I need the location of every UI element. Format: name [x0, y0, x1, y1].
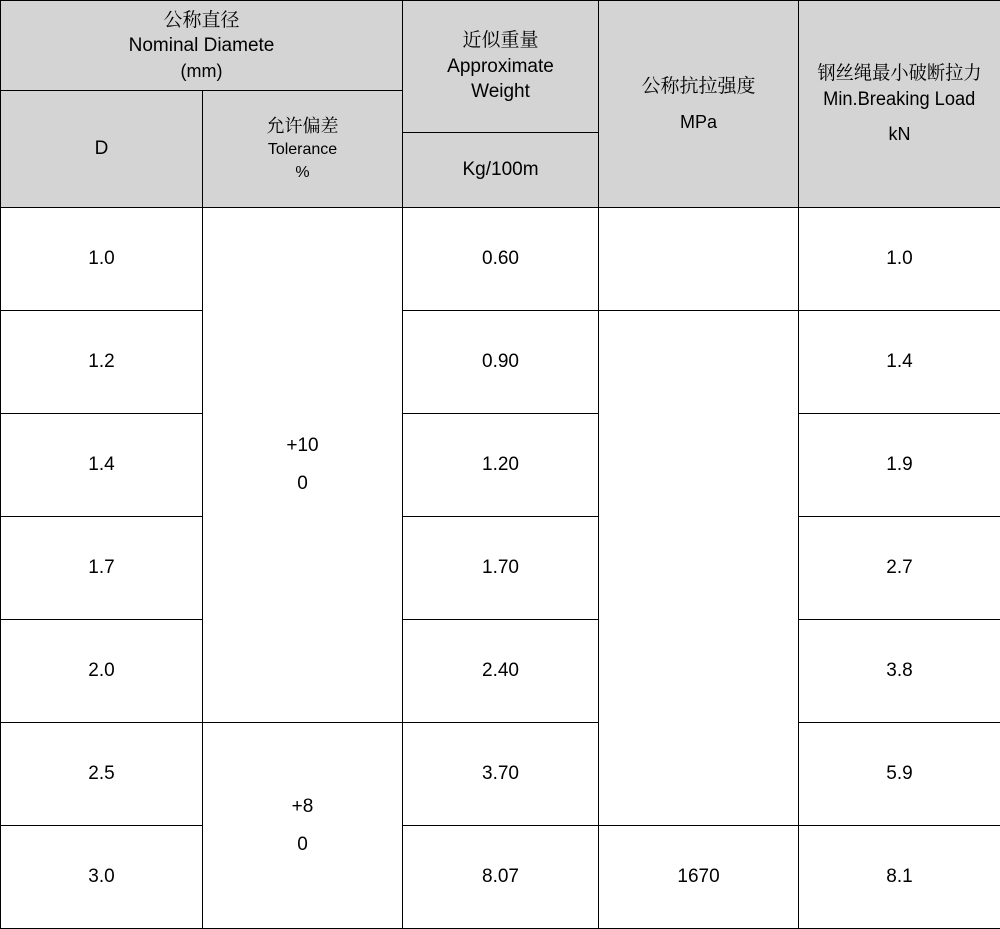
- cell-weight: 3.70: [403, 723, 599, 826]
- cell-breaking-load: 8.1: [799, 826, 1000, 929]
- table-row: [1, 208, 1000, 311]
- cell-breaking-load: 3.8: [799, 620, 1000, 723]
- table-row: [1, 826, 1000, 929]
- cell-weight: 8.07: [403, 826, 599, 929]
- cell-diameter: 1.7: [1, 517, 203, 620]
- header-tolerance-en: Tolerance: [267, 141, 338, 159]
- cell-diameter: 2.0: [1, 620, 203, 723]
- header-tensile-strength-cn: 公称抗拉强度: [641, 76, 756, 98]
- header-nominal-diameter-en: Nominal Diamete: [128, 35, 275, 57]
- table-row: [1, 311, 1000, 414]
- cell-diameter: 2.5: [1, 723, 203, 826]
- header-tolerance-unit: %: [295, 163, 310, 181]
- cell-breaking-load: 1.9: [799, 414, 1000, 517]
- cell-tensile-strength-blank: [599, 311, 799, 826]
- cell-diameter: 1.4: [1, 414, 203, 517]
- cell-breaking-load: 2.7: [799, 517, 1000, 620]
- cell-tolerance-group-2: [203, 723, 403, 929]
- tolerance-lower: 0: [297, 473, 308, 494]
- cell-weight: 0.90: [403, 311, 599, 414]
- table-row: [1, 414, 1000, 517]
- header-weight-unit: Kg/100m: [403, 133, 599, 208]
- cell-tensile-blank-top: [599, 208, 799, 311]
- tolerance-upper: +8: [291, 795, 314, 817]
- header-tensile-strength: [599, 1, 799, 208]
- cell-diameter: 1.2: [1, 311, 203, 414]
- cell-breaking-load: 1.0: [799, 208, 1000, 311]
- header-approx-weight-en1: Approximate: [447, 55, 554, 77]
- header-approx-weight: [403, 1, 599, 133]
- header-tensile-strength-unit: MPa: [680, 111, 718, 132]
- header-nominal-diameter: [1, 1, 403, 91]
- header-breaking-load-unit: kN: [888, 124, 911, 145]
- header-breaking-load: [799, 1, 1000, 208]
- table-row: [1, 620, 1000, 723]
- tolerance-lower: 0: [297, 833, 308, 855]
- cell-weight: 2.40: [403, 620, 599, 723]
- header-tolerance: [203, 91, 403, 208]
- cell-weight: 0.60: [403, 208, 599, 311]
- header-tolerance-cn: 允许偏差: [266, 116, 339, 137]
- header-nominal-diameter-unit: (mm): [180, 60, 223, 81]
- cell-diameter: 1.0: [1, 208, 203, 311]
- cell-weight: 1.70: [403, 517, 599, 620]
- table-row: [1, 517, 1000, 620]
- header-d: D: [1, 91, 203, 208]
- table-header-row-1: [1, 1, 1000, 91]
- cell-tolerance-group-1: [203, 208, 403, 723]
- cell-diameter: 3.0: [1, 826, 203, 929]
- header-breaking-load-cn: 钢丝绳最小破断拉力: [817, 63, 982, 85]
- header-breaking-load-en: Min.Breaking Load: [823, 88, 976, 110]
- cell-tensile-strength-value: 1670: [599, 826, 799, 929]
- header-approx-weight-en2: Weight: [471, 81, 530, 103]
- cell-breaking-load: 5.9: [799, 723, 1000, 826]
- header-nominal-diameter-cn: 公称直径: [163, 9, 240, 31]
- cell-breaking-load: 1.4: [799, 311, 1000, 414]
- tolerance-upper: +10: [286, 435, 319, 456]
- table-row: [1, 723, 1000, 826]
- header-approx-weight-cn: 近似重量: [462, 30, 539, 52]
- cell-weight: 1.20: [403, 414, 599, 517]
